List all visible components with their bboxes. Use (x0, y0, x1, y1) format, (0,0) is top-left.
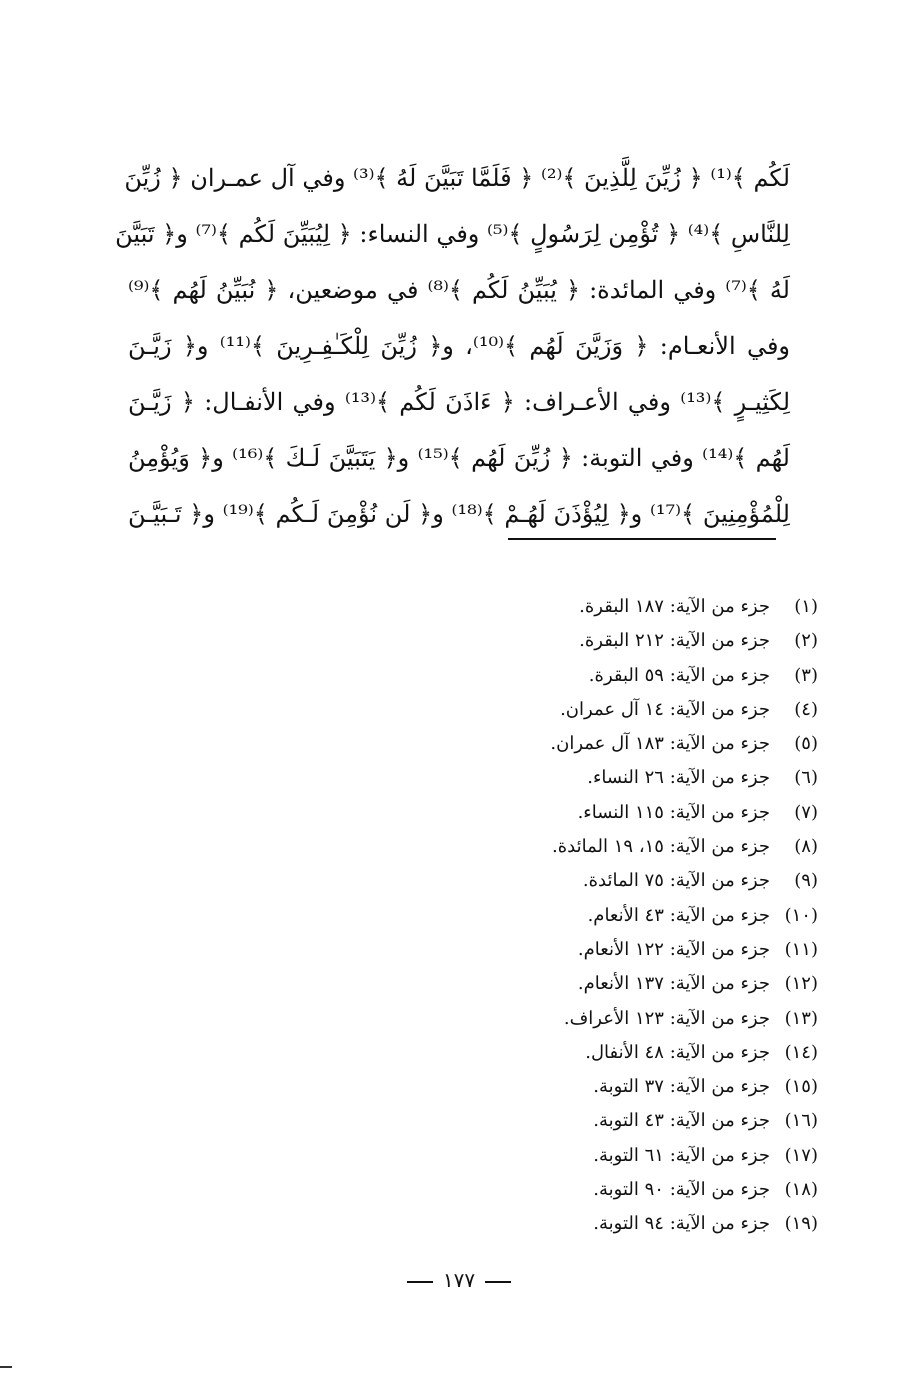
footnote-text: جزء من الآية: ٦١ التوبة. (593, 1144, 770, 1166)
footnote-item (378, 967, 818, 1001)
footnote-item (378, 727, 818, 761)
footnote-number: (١٨) (784, 1179, 818, 1201)
main-text (115, 150, 791, 542)
footnote-text: جزء من الآية: ١٨٧ البقرة. (579, 596, 770, 617)
text-line: لِلنَّاسِ ﴾⁽⁴⁾ ﴿ تُؤْمِن لِرَسُولٍ ﴾⁽⁵⁾ وفي النساء: ﴿ لِيُبَيِّنَ لَكُم ﴾⁽⁷⁾ و﴿ تَبَيَّنَ (115, 220, 790, 248)
footnote-number: (١٥) (784, 1076, 818, 1098)
footnote-separator (508, 538, 776, 540)
footnote-number: (٤) (794, 698, 818, 720)
footnote-number: (١١) (784, 938, 818, 960)
footnote-number: (١٢) (784, 973, 818, 995)
footnote-item (378, 830, 818, 864)
footnote-number: (٦) (794, 767, 818, 789)
footnote-text: جزء من الآية: ٢١٢ البقرة. (579, 630, 770, 652)
footnote-text: جزء من الآية: ١٥، ١٩ المائدة. (552, 836, 770, 858)
text-line: لِكَثِيـرٍ ﴾⁽¹³⁾ وفي الأعـراف: ﴿ ءَاذَنَ لَكُم ﴾⁽¹³⁾ وفي الأنفـال: ﴿ زَيَّـنَ (128, 388, 791, 416)
footnote-text: جزء من الآية: ٧٥ المائدة. (582, 870, 770, 892)
footnote-item (378, 1002, 818, 1036)
text-line: لَهُم ﴾⁽¹⁴⁾ وفي التوبة: ﴿ زُيِّنَ لَهُم ﴾⁽¹⁵⁾ و﴿ يَتَبَيَّنَ لَـكَ ﴾⁽¹⁶⁾ و﴿ وَيُؤْمِنُ (128, 444, 790, 472)
footnote-item (378, 1173, 818, 1207)
footnote-text: جزء من الآية: ٩٤ التوبة. (593, 1213, 770, 1235)
scan-edge-mark (0, 1366, 12, 1368)
footnote-text: جزء من الآية: ٣٧ التوبة. (593, 1076, 770, 1098)
footnote-number: (١) (794, 596, 818, 617)
footnote-number: (١٩) (784, 1213, 818, 1235)
footnote-item (378, 1036, 818, 1070)
footnote-number: (١٦) (784, 1110, 818, 1132)
page-number-dash (485, 1281, 511, 1283)
page-number-dash (407, 1281, 433, 1283)
footnote-item (378, 933, 818, 967)
footnote-text: جزء من الآية: ١١٥ النساء. (577, 801, 770, 823)
footnote-item (378, 761, 818, 795)
footnote-text: جزء من الآية: ١٤ آل عمران. (560, 698, 770, 720)
footnote-number: (٧) (794, 801, 818, 823)
footnote-number: (٣) (794, 664, 818, 686)
footnote-text: جزء من الآية: ٢٦ النساء. (587, 767, 770, 789)
text-line: لِلْمُؤْمِنِينَ ﴾⁽¹⁷⁾ و﴿ لِيُؤْذَنَ لَهُـمْ ﴾⁽¹⁸⁾ و﴿ لَن نُؤْمِنَ لَـكُم ﴾⁽¹⁹⁾ و﴿ تَـبَيَّـنَ (128, 500, 790, 528)
footnote-number: (١٣) (784, 1007, 818, 1029)
footnote-text: جزء من الآية: ٩٠ التوبة. (593, 1179, 770, 1201)
footnote-text: جزء من الآية: ١٢٣ الأعراف. (563, 1007, 770, 1029)
footnote-item (378, 693, 818, 727)
footnote-item (378, 590, 818, 624)
footnotes-list (378, 590, 818, 1242)
footnote-item (378, 796, 818, 830)
page-number-value: ١٧٧ (442, 1268, 476, 1292)
footnote-item (378, 1207, 818, 1241)
text-line: وفي الأنعـام: ﴿ وَزَيَّنَ لَهُم ﴾⁽¹⁰⁾، و﴿ زُيِّنَ لِلْكَـٰفِـرِينَ ﴾⁽¹¹⁾ و﴿ زَيَّـنَ (128, 332, 791, 360)
footnote-text: جزء من الآية: ٤٣ الأنعام. (587, 904, 770, 926)
footnote-number: (١٠) (784, 904, 818, 926)
footnote-item (378, 1070, 818, 1104)
footnote-text: جزء من الآية: ١٣٧ الأنعام. (577, 973, 770, 995)
text-line: لَهُ ﴾⁽⁷⁾ وفي المائدة: ﴿ يُبَيِّنُ لَكُم ﴾⁽⁸⁾ في موضعين، ﴿ نُبَيِّنُ لَهُم ﴾⁽⁹⁾ (128, 276, 790, 304)
footnote-item (378, 659, 818, 693)
footnote-number: (١٤) (784, 1041, 818, 1063)
footnote-item (378, 899, 818, 933)
footnote-text: جزء من الآية: ١٢٢ الأنعام. (577, 938, 770, 960)
footnote-text: جزء من الآية: ٤٣ التوبة. (593, 1110, 770, 1132)
footnote-number: (٢) (794, 630, 818, 652)
footnote-item (378, 1139, 818, 1173)
footnote-text: جزء من الآية: ٤٨ الأنفال. (585, 1041, 770, 1063)
footnote-text: جزء من الآية: ٥٩ البقرة. (588, 664, 770, 686)
footnote-item (378, 864, 818, 898)
footnote-number: (٥) (794, 733, 818, 755)
footnote-item (378, 624, 818, 658)
footnote-number: (٩) (794, 870, 818, 892)
footnote-number: (١٧) (784, 1144, 818, 1166)
text-line: لَكُم ﴾⁽¹⁾ ﴿ زُيِّنَ لِلَّذِينَ ﴾⁽²⁾ ﴿ فَلَمَّا تَبَيَّنَ لَهُ ﴾⁽³⁾ وفي آل عمـران ﴿ زُيِّنَ (124, 164, 790, 192)
footnote-item (378, 1104, 818, 1138)
footnote-number: (٨) (794, 836, 818, 858)
page-number (0, 1268, 918, 1292)
footnote-text: جزء من الآية: ١٨٣ آل عمران. (550, 733, 770, 755)
